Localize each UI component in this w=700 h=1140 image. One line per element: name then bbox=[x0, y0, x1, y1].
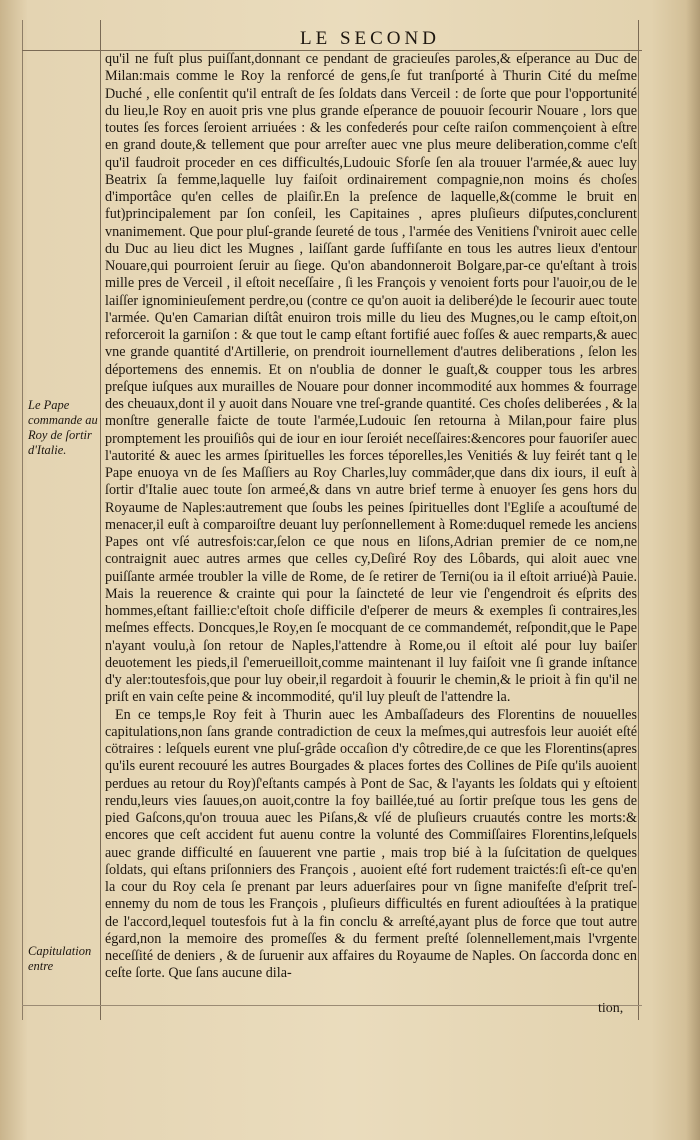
paragraph-2: En ce temps,le Roy feit à Thurin auec les Ambaſſadeurs des Florentins de nouuelles capitulations,non ſans grande contradiction de ceux la meſmes,qui autresfois leur auoiét eſté cötraires : leſquels eurent vne pluſ-grâde occaſion d'y côtredire,de ce que les Florentins(apres qu'ils eurent recouuré les autres Bourgades & places fortes des Collines de Piſe qu'ils auoient perdues au retour du Roy)ſ'eſtants campés à Pont de Sac, & l'ayants les ſoldats qui y eſtoient rendu,leurs vies ſauues,on auoit,contre la foy baillée,tué au ſortir preſque tous les gens de pied Gaſcons,qu'on trouua auec les Piſans,& vſé de pluſieurs cruautés contre les morts:& encores que ceſt accident fut auenu contre la volunté des Commiſſaires Florentins,leſquels auec grande difficulté en ſauuerent vne partie , mais trop bié à la ſuſcitation de quelques ſoldats, qui eſtans priſonniers des François , auoient eſté fort rudement traictés:ſi eſt-ce qu'en la cour du Roy cela ſe prenant par leurs aduerſaires pour vn ſigne manifeſte d'eſprit treſ-ennemy du nom de tous les François , pluſieurs difficultés en furent adiouſtées à la pratiquе de l'accord,lequel toutesfois fut à la fin conclu & arreſté,ayant plus de force que tout autre égard,non la memoire des promeſſes & du ferment preſté ſolennellement,mais l'vrgente neceſſité de deniers , & de ſuruenir aux affaires du Royaume de Naples. On ſaccorda donc en ceſte ſorte. Que ſans aucune dila- bbox=[105, 706, 637, 982]
running-title: LE SECOND bbox=[300, 28, 440, 49]
main-text-block bbox=[105, 51, 637, 983]
catchword: tion, bbox=[598, 1001, 624, 1016]
paragraph-1: qu'il ne fuſt plus puiſſant,donnant ce pendant de gracieuſes paroles,& eſperance au Duc de Milan:mais comme le Roy la renforcé de gens,ſe fut tranſporté à Thurin Cité du meſme Duché , elle conſentit qu'il entraſt de ſes ſoldats dans Verceil : de ſorte que pour l'opportunité du lieu,le Roy en auoit pris vne plus grande eſperance de pouuoir ſecourir Nouare , lors que toutes ſes forces ſeroient arriuées : & les confederés pour ceſte raiſon commençoient à eſtre en grand doute,& tellement que pour arreſter auec vne plus meure deliberation,comme c'eſt qu'il faudroit proceder en ces difficultés,Ludouic Sforſe ſen ala trouuer l'armée,& auec luy Beatrix ſa femme,laquelle luy faiſoit ordinairement compagnie,non moins és choſes d'importâce qu'en celles de plaiſir.En la preſence de laquelle,&(comme le bruit en fut)principalement par ſon conſeil, les Capitaines , apres pluſieurs diſputes,conclurent vnanimement. Que pour pluſ-grande ſeureté de tous , l'armée des Venitiens ſ'vniroit auec celle du Duc au lieu dict les Mugnes , laiſſant garde ſuffiſante en tous les autres lieux d'entour Nouare,qui pourroient ſeruir au ſiege. Qu'on abandonneroit Bolgare,par-ce qu'eſtant à trois mille pres de Verceil , il eſtoit neceſſaire , ſi les François y venoient forts pour l'auoir,ou de le laiſſer ignominieuſement perdre,ou (contre ce qu'on auoit ia deliberé)de le ſecourir auec toute l'armée. Qu'en Camarian diſtât enuiron trois mille du lieu des Mugnes,ou le camp eſtoit,on reforceroit la garniſon : & que tout le camp eſtant fortifié auec foſſes & auec remparts,& auec vne grande quantité d'Artillerie, on prendroit iournellement d'autres deliberations , ſelon les déportemens des ennemis. Et on n'oublia de donner le guaſt,& coupper tous les arbres preſque iuſques aux murailles de Nouare pour donner incommodité aux hommes & fourrage des cheuaux,dont il y auoit dans Nouare vne treſ-grande quantité. Ces choſes deliberées , & la monſtre generalle faicte de toute l'armée,Ludouic ſen retourna à Milan,pour faire plus promptement les prouiſiôs qui de iour en iour ſeroiét neceſſaires:&encores pour fauoriſer auec l'autorité & auec les armes ſpirituelles les forces téporelles,les Venitiés & luy feirét tant q le Pape enuoya vn de ſes Maſſiers au Roy Charles,luy commâder,que dans dix iours, il euſt à ſortir d'Italie auec toute ſon armeé,& dans vn autre brief terme à enuoyer ſes gens hors du Royaume de Naples:autrement que ſoubs les peines ſpirituelles dont l'Egliſe a acouſtumé de menacer,il euſt à comparoiſtre deuant luy perſonnellement à Rome:duquel remede les anciens Papes ont vſé autresfois:car,ſelon ce que nous en liſons,Adrian premier de ce nom,ne contraignit auec autres armes que celles cy,Deſiré Roy des Lôbards, qui aloit auec vne puiſſante armée troubler la ville de Rome, de ſe retirer de Terni(ou ia il eſtoit arriué)à Pauie. Mais la reuerence & crainte qui pour la ſaincteté de leur vie ſ'engendroit és eſprits des hommes,eſtant faillie:c'eſtoit choſe difficile d'eſperer de meurs & exemples ſi contraires,les meſmes effects. Doncques,le Roy,en ſe mocquant de ce commandemét, reſpondit,que le Pape n'ayant voulu,à ſon retour de Naples,l'attendre à Rome,ou il eſtoit alé pour luy baiſer deuotement les pieds,il ſ'emerueilloit,comme maintenant il luy faiſoit vne ſi grande inſtance d'y aler:toutesfois,que pour luy obeir,il regardoit à fouurir le chemin,& le prioit à fin qu'il ne priſt en vain ceſte peine & incommodité, qu'il luy pleuſt de l'attendre la. bbox=[105, 51, 637, 706]
margin-note-capitulation: Capitulation entre bbox=[28, 944, 92, 973]
margin-rule bbox=[22, 20, 23, 1020]
text-column-right-rule bbox=[638, 20, 639, 1020]
footer-rule bbox=[22, 1005, 642, 1006]
margin-note-pope: Le Pape commande au Roy de ſortir d'Italie. bbox=[28, 398, 98, 457]
page-edge-shadow bbox=[686, 0, 700, 1140]
text-column-left-rule bbox=[100, 20, 101, 1020]
